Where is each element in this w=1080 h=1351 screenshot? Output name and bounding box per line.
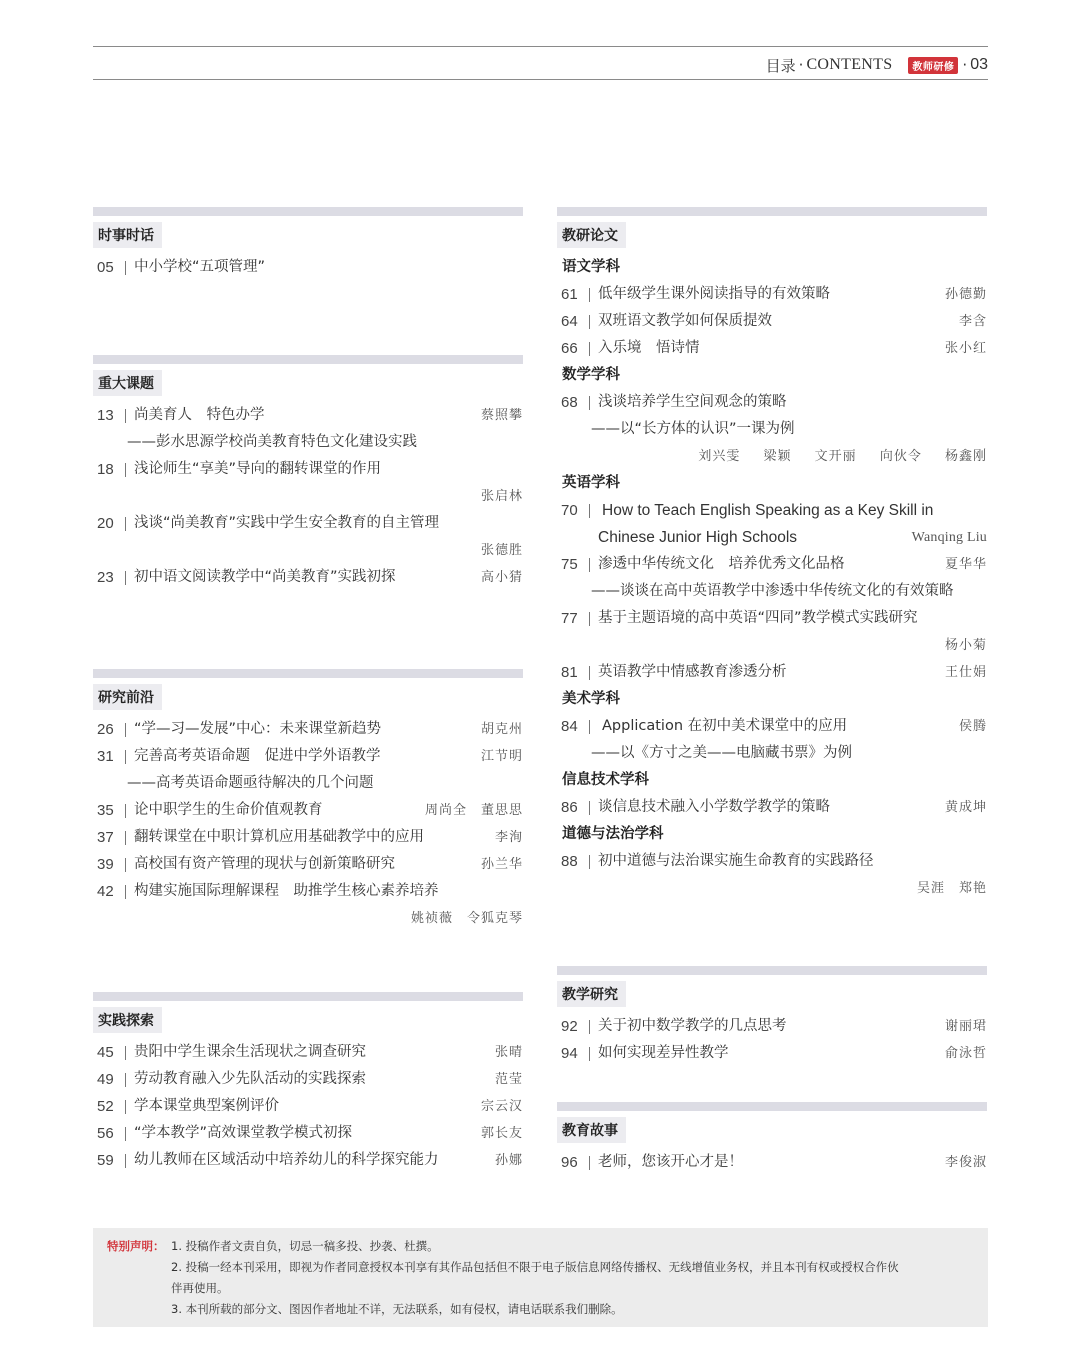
divider: [125, 463, 126, 477]
special-notice: [93, 1228, 988, 1327]
entry-page: 92: [561, 1018, 578, 1035]
top-rule: [93, 46, 988, 47]
entry-author: 刘兴雯: [698, 449, 741, 464]
section-label: 教育故事: [557, 1117, 626, 1143]
toc-entry[interactable]: [557, 551, 987, 578]
entry-subtitle-row: [557, 740, 987, 767]
entry-subtitle: ——以《方寸之美——电脑藏书票》为例: [591, 745, 852, 761]
toc-entry[interactable]: [93, 1120, 523, 1147]
page-header: [766, 53, 988, 77]
brand-badge: 教师研修: [908, 57, 958, 74]
notice-line-2: 2. 投稿一经本刊采用，即视为作者同意授权本刊享有其作品包括但不限于电子版信息网络传播权、无线增值业务权，并且本刊有权或授权合作伙: [171, 1260, 899, 1274]
entry-page: 23: [97, 569, 114, 586]
header-contents: CONTENTS: [806, 56, 893, 73]
entry-title: Application 在初中美术课堂中的应用: [602, 718, 848, 734]
entry-title: 完善高考英语命题 促进中学外语教学: [134, 748, 381, 764]
toc-entry[interactable]: [557, 497, 987, 524]
entry-title: How to Teach English Speaking as a Key Skill in: [602, 502, 934, 519]
section-band: [93, 669, 523, 678]
entry-page: 45: [97, 1044, 114, 1061]
toc-entry[interactable]: [557, 605, 987, 632]
divider: [125, 409, 126, 423]
notice-label: 特别声明：: [107, 1239, 165, 1253]
entry-author: 张晴: [494, 1045, 523, 1060]
subject-heading-yingyu: 英语学科: [562, 475, 620, 491]
entry-author: 谢丽珺: [944, 1019, 987, 1034]
entry-page: 52: [97, 1098, 114, 1115]
entry-author: 李洵: [494, 830, 523, 845]
toc-entry[interactable]: [93, 456, 523, 483]
divider: [125, 885, 126, 899]
entry-subtitle-row: [93, 770, 523, 797]
divider: [589, 1047, 590, 1061]
notice-line-1: 1. 投稿作者文责自负，切忌一稿多投、抄袭、杜撰。: [171, 1239, 439, 1253]
section-zhongda: [93, 355, 523, 591]
divider: [589, 801, 590, 815]
toc-entry[interactable]: [93, 402, 523, 429]
toc-entry[interactable]: [93, 743, 523, 770]
entry-page: 20: [97, 515, 114, 532]
entry-author: 杨小菊: [944, 638, 987, 653]
entry-title: 谈信息技术融入小学数学教学的策略: [598, 799, 830, 815]
toc-entry[interactable]: [93, 851, 523, 878]
divider: [125, 723, 126, 737]
entry-page: 31: [97, 748, 114, 765]
section-jiaoyan: [557, 207, 987, 902]
page-number-dot: ·: [962, 56, 968, 74]
divider: [125, 571, 126, 585]
entry-subtitle: ——彭水思源学校尚美教育特色文化建设实践: [127, 434, 417, 450]
entry-subtitle: ——以“长方体的认识”一课为例: [591, 421, 795, 437]
divider: [125, 517, 126, 531]
entry-authors: [680, 443, 987, 470]
divider: [589, 315, 590, 329]
section-gushi: [557, 1102, 987, 1176]
toc-entry[interactable]: [557, 1149, 987, 1176]
divider: [125, 750, 126, 764]
page-number: 03: [970, 56, 988, 73]
entry-title: 浅谈培养学生空间观念的策略: [598, 394, 787, 410]
entry-author: 孙娜: [494, 1153, 523, 1168]
divider: [589, 1020, 590, 1034]
entry-page: 84: [561, 718, 578, 735]
entry-author: 夏华华: [944, 557, 987, 572]
entry-page: 70: [561, 502, 578, 519]
entry-page: 37: [97, 829, 114, 846]
entry-author: 向伙令: [879, 449, 922, 464]
divider: [125, 1127, 126, 1141]
notice-line-4: 3. 本刊所载的部分文、图因作者地址不详，无法联系，如有侵权，请电话联系我们删除。: [171, 1302, 623, 1316]
entry-page: 59: [97, 1152, 114, 1169]
header-rule: [93, 79, 988, 80]
entry-author: 杨鑫刚: [944, 449, 987, 464]
entry-author: 俞泳哲: [944, 1046, 987, 1061]
entry-title: “学—习—发展”中心：未来课堂新趋势: [134, 721, 382, 737]
toc-entry[interactable]: [93, 564, 523, 591]
toc-entry[interactable]: [557, 1013, 987, 1040]
divider: [589, 504, 590, 518]
toc-entry[interactable]: [93, 1093, 523, 1120]
entry-page: 39: [97, 856, 114, 873]
divider: [589, 612, 590, 626]
entry-title: “学本教学”高效课堂教学模式初探: [134, 1125, 353, 1141]
toc-entry[interactable]: [557, 335, 987, 362]
entry-author: 郭长友: [480, 1126, 523, 1141]
entry-title: 初中语文阅读教学中“尚美教育”实践初探: [134, 569, 396, 585]
toc-entry[interactable]: [93, 1066, 523, 1093]
section-band: [557, 1102, 987, 1111]
divider: [125, 261, 126, 275]
entry-page: 94: [561, 1045, 578, 1062]
entry-author: 孙兰华: [480, 857, 523, 872]
toc-entry[interactable]: [557, 389, 987, 416]
toc-entry[interactable]: [557, 713, 987, 740]
toc-entry[interactable]: [557, 281, 987, 308]
section-yanjiu: [93, 669, 523, 932]
entry-author: 范莹: [494, 1072, 523, 1087]
subject-heading-xinxi: 信息技术学科: [562, 772, 649, 788]
toc-entry[interactable]: [93, 797, 523, 824]
section-band: [557, 966, 987, 975]
entry-author-row: [93, 483, 523, 510]
entry-author: 高小猜: [480, 570, 523, 585]
entry-subtitle: ——高考英语命题亟待解决的几个问题: [127, 775, 374, 791]
section-band: [93, 992, 523, 1001]
entry-title: 尚美育人 特色办学: [134, 407, 265, 423]
section-shijian: [93, 992, 523, 1174]
entry-page: 49: [97, 1071, 114, 1088]
toc-entry[interactable]: [557, 794, 987, 821]
entry-title: 翻转课堂在中职计算机应用基础教学中的应用: [134, 829, 424, 845]
entry-title-cont-row: [557, 524, 987, 551]
section-label: 教学研究: [557, 981, 626, 1007]
divider: [589, 558, 590, 572]
entry-page: 35: [97, 802, 114, 819]
entry-title: 关于初中数学教学的几点思考: [598, 1018, 787, 1034]
divider: [125, 831, 126, 845]
entry-author: 张启林: [480, 489, 523, 504]
entry-page: 56: [97, 1125, 114, 1142]
entry-author: 姚祯薇 令狐克琴: [410, 911, 523, 926]
entry-title-continued: Chinese Junior High Schools: [598, 529, 798, 546]
divider: [589, 720, 590, 734]
entry-title: 英语教学中情感教育渗透分析: [598, 664, 787, 680]
toc-entry[interactable]: [557, 1040, 987, 1067]
subject-heading-daode: 道德与法治学科: [562, 826, 664, 842]
toc-entry[interactable]: [93, 1039, 523, 1066]
section-shishi: [93, 207, 523, 281]
entry-author: 宗云汉: [480, 1099, 523, 1114]
entry-author: 梁颖: [763, 449, 792, 464]
toc-entry[interactable]: [93, 510, 523, 537]
subject-heading-yuwen: 语文学科: [562, 259, 620, 275]
section-band: [93, 207, 523, 216]
entry-title: 入乐境 悟诗情: [598, 340, 700, 356]
entry-page: 26: [97, 721, 114, 738]
divider: [589, 288, 590, 302]
entry-author: 孙德勤: [944, 287, 987, 302]
entry-author: 吴涯 郑艳: [916, 881, 987, 896]
subject-heading-meishu: 美术学科: [562, 691, 620, 707]
entry-title: 学本课堂典型案例评价: [134, 1098, 279, 1114]
entry-title: 低年级学生课外阅读指导的有效策略: [598, 286, 830, 302]
entry-author: 李俊淑: [944, 1155, 987, 1170]
entry-title: 幼儿教师在区域活动中培养幼儿的科学探究能力: [134, 1152, 439, 1168]
entry-page: 64: [561, 313, 578, 330]
divider: [589, 396, 590, 410]
section-band: [557, 207, 987, 216]
divider: [125, 1154, 126, 1168]
entry-title: 贵阳中学生课余生活现状之调查研究: [134, 1044, 366, 1060]
divider: [125, 1073, 126, 1087]
entry-subtitle-row: [557, 416, 987, 443]
section-label: 实践探索: [93, 1007, 162, 1033]
toc-entry[interactable]: [93, 878, 523, 905]
divider: [125, 1046, 126, 1060]
divider: [589, 855, 590, 869]
section-label: 教研论文: [557, 222, 626, 248]
toc-entry[interactable]: [93, 1147, 523, 1174]
entry-title: 构建实施国际理解课程 助推学生核心素养培养: [134, 883, 439, 899]
entry-page: 13: [97, 407, 114, 424]
toc-entry[interactable]: [93, 254, 523, 281]
entry-title: 中小学校“五项管理”: [134, 259, 266, 275]
entry-author: 张小红: [944, 341, 987, 356]
toc-entry[interactable]: [93, 716, 523, 743]
entry-author: 胡克州: [480, 722, 523, 737]
entry-title: 浅谈“尚美教育”实践中学生安全教育的自主管理: [134, 515, 440, 531]
header-title: 目录: [765, 56, 796, 75]
toc-entry[interactable]: [557, 659, 987, 686]
entry-page: 81: [561, 664, 578, 681]
entry-title: 基于主题语境的高中英语“四同”教学模式实践研究: [598, 610, 918, 626]
section-jiaoxue: [557, 966, 987, 1067]
divider: [125, 858, 126, 872]
entry-subtitle-row: [93, 429, 523, 456]
entry-title: 劳动教育融入少先队活动的实践探索: [134, 1071, 366, 1087]
entry-author-row: [557, 875, 987, 902]
entry-page: 86: [561, 799, 578, 816]
entry-title: 老师，您该开心才是！: [598, 1154, 743, 1170]
section-label: 研究前沿: [93, 684, 162, 710]
entry-title: 如何实现差异性教学: [598, 1045, 729, 1061]
section-band: [93, 355, 523, 364]
subject-heading-shuxue: 数学学科: [562, 367, 620, 383]
toc-entry[interactable]: [557, 848, 987, 875]
entry-title: 高校国有资产管理的现状与创新策略研究: [134, 856, 395, 872]
entry-author-row: [93, 905, 523, 932]
entry-page: 05: [97, 259, 114, 276]
entry-title: 初中道德与法治课实施生命教育的实践路径: [598, 853, 874, 869]
entry-author: 江节明: [480, 749, 523, 764]
divider: [125, 804, 126, 818]
entry-author-row: [557, 632, 987, 659]
entry-page: 42: [97, 883, 114, 900]
entry-author-row: [93, 537, 523, 564]
entry-title: 渗透中华传统文化 培养优秀文化品格: [598, 556, 845, 572]
entry-title: 双班语文教学如何保质提效: [598, 313, 772, 329]
entry-author: 蔡照攀: [480, 408, 523, 423]
entry-page: 18: [97, 461, 114, 478]
toc-entry[interactable]: [93, 824, 523, 851]
entry-title: 浅论师生“享美”导向的翻转课堂的作用: [134, 461, 382, 477]
divider: [589, 1156, 590, 1170]
divider: [125, 1100, 126, 1114]
toc-entry[interactable]: [557, 308, 987, 335]
entry-author: 文开丽: [814, 449, 857, 464]
entry-author: 张德胜: [480, 543, 523, 558]
divider: [589, 666, 590, 680]
entry-author: 周尚全 董思思: [424, 803, 523, 818]
entry-title: 论中职学生的生命价值观教育: [134, 802, 323, 818]
entry-page: 96: [561, 1154, 578, 1171]
entry-page: 61: [561, 286, 578, 303]
header-dot: ·: [798, 56, 804, 74]
entry-author: 李含: [958, 314, 987, 329]
entry-author-row: [557, 443, 987, 470]
entry-page: 88: [561, 853, 578, 870]
entry-author: 侯腾: [958, 719, 987, 734]
divider: [589, 342, 590, 356]
notice-line-3: 伴再使用。: [171, 1281, 229, 1295]
entry-page: 77: [561, 610, 578, 627]
entry-author: 黄成坤: [944, 800, 987, 815]
entry-author: 王仕娟: [944, 665, 987, 680]
section-label: 重大课题: [93, 370, 162, 396]
section-label: 时事时话: [93, 222, 162, 248]
entry-subtitle: ——谈谈在高中英语教学中渗透中华传统文化的有效策略: [591, 583, 954, 599]
entry-author: Wanqing Liu: [911, 530, 987, 545]
entry-page: 75: [561, 556, 578, 573]
entry-subtitle-row: [557, 578, 987, 605]
entry-page: 68: [561, 394, 578, 411]
entry-page: 66: [561, 340, 578, 357]
